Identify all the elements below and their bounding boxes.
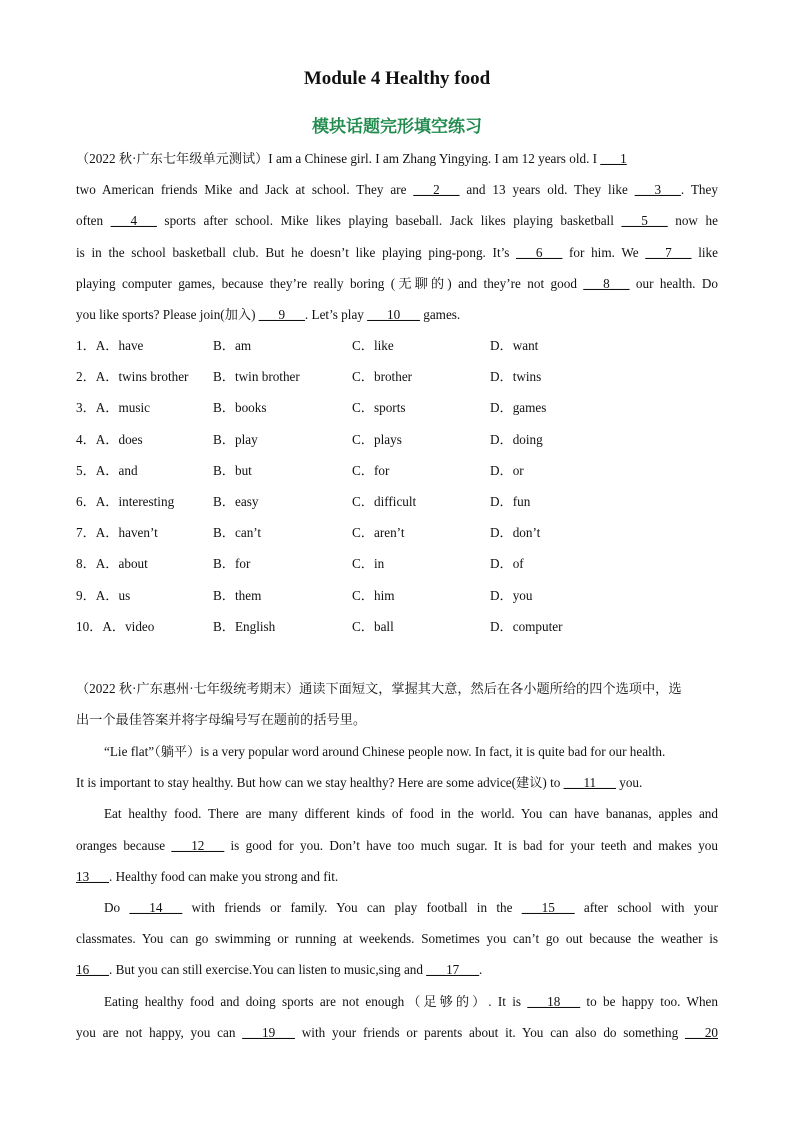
passage-line [76,960,718,980]
option-a[interactable] [76,461,138,481]
option-a-text: A．about [95,556,148,572]
blank: ___10___ [367,307,420,322]
blank: ___20 [685,1024,718,1040]
passage-line [76,243,718,263]
passage-text: and 13 years old. They like [459,182,635,198]
passage-text: our health. Do [629,275,718,291]
option-a[interactable] [76,492,174,512]
passage-line [104,898,718,918]
passage-text: with friends or family. You can play football in the [182,900,522,915]
passage-text: sports after school. Mike likes playing baseball. Jack likes playing basketball [156,213,622,229]
question-number: 7． [76,525,96,541]
passage-text: Eating healthy food and doing sports are not enough（足够的）. It is [104,993,528,1009]
option-c[interactable]: C．aren’t [352,525,405,541]
blank: ___8___ [583,275,630,291]
passage-text: for him. We [562,244,646,260]
page-title: Module 4 Healthy food [303,68,491,89]
question-row [76,554,718,574]
blank: ___1 [600,151,627,166]
page-subtitle: 模块话题完形填空练习 [312,117,482,137]
option-a[interactable] [76,554,148,574]
passage-text: you like sports? Please join(加入) [76,307,259,322]
passage-text: playing computer games, because they’re really boring (无聊的) and they’re not good [76,275,584,291]
passage-line [104,804,718,824]
option-a[interactable] [76,398,150,418]
option-b[interactable]: B．easy [213,494,259,509]
passage-text: Do [104,900,130,915]
blank: ___15___ [521,900,575,915]
blank: ___11___ [563,775,616,791]
question-number: 8． [76,556,96,572]
passage-text: often [76,213,111,229]
option-a[interactable] [76,367,188,387]
option-d[interactable]: D．don’t [490,525,541,541]
option-c[interactable]: C．difficult [352,494,417,509]
passage-text: now he [667,213,718,229]
blank: 16___ [76,962,109,978]
option-d[interactable]: D．doing [490,431,543,447]
option-a[interactable] [76,617,154,637]
question-number: 10． [76,618,103,634]
passage-text: two American friends Mike and Jack at school. They are [76,182,414,198]
passage-text: is in the school basketball club. But he doesn’t like playing ping-pong. It’s [76,244,517,260]
option-c[interactable]: C．plays [352,431,402,447]
option-c[interactable]: C．him [352,587,395,603]
option-c[interactable]: C．like [352,338,394,353]
option-b[interactable]: B．books [213,400,267,416]
option-b[interactable]: B．for [213,556,251,572]
option-a-text: A．haven’t [95,525,158,541]
passage-line [76,867,718,887]
question-number: 9． [76,587,96,603]
passage-text: like [691,244,718,260]
blank: ___7___ [645,244,692,260]
option-d[interactable]: D．games [490,400,547,416]
option-a-text: A．does [95,431,143,447]
option-a[interactable] [76,523,158,543]
option-d[interactable]: D．twins [490,369,542,385]
option-a-text: A．twins brother [95,369,189,385]
passage-line [76,773,718,793]
blank: 13___ [76,868,109,884]
passage-line [104,992,718,1012]
question-row [76,336,718,356]
passage-line [76,149,718,169]
passage-2-intro-line-2: 出一个最佳答案并将字母编号写在题前的括号里。 [76,712,367,727]
question-row [76,461,718,481]
passage-text: . They [680,182,718,198]
blank: ___14___ [129,900,183,915]
passage-text: after school with your [574,900,719,915]
option-d[interactable]: D．or [490,462,524,478]
option-c[interactable]: C．sports [352,400,406,416]
passage-text: classmates. You can go swimming or running at weekends. Sometimes you can’t go out because the weather is [76,931,718,947]
passage-text: “Lie flat”（躺平）is a very popular word around Chinese people now. In fact, it is quite bad for our health. [104,744,666,759]
passage-text: you are not happy, you can [76,1024,243,1040]
option-d[interactable]: D．computer [490,618,563,634]
question-row [76,523,718,543]
option-a[interactable] [76,336,143,356]
passage-line [76,305,718,325]
passage-text: . Healthy food can make you strong and fit. [108,868,339,884]
passage-2-intro-line-1: （2022 秋·广东惠州·七年级统考期末）通读下面短文，掌握其大意，然后在各小题所给的四个选项中，选 [76,681,682,696]
blank: ___12___ [171,837,225,853]
question-row [76,430,718,450]
option-b[interactable]: B．am [213,338,252,353]
blank: ___9___ [258,307,305,322]
option-b[interactable]: B．play [213,431,258,447]
passage-text: to be happy too. When [580,993,718,1009]
question-row [76,586,718,606]
passage-line [104,742,718,762]
option-a-text: A．music [95,400,150,416]
option-a-text: A．video [102,618,155,634]
question-number: 1． [76,338,96,353]
option-d[interactable]: D．of [490,556,524,572]
question-row [76,367,718,387]
blank: ___19___ [242,1024,295,1040]
passage-text: with your friends or parents about it. You can also do something [294,1024,686,1040]
question-number: 3． [76,400,96,416]
question-row [76,398,718,418]
passage-text: . But you can still exercise.You can listen to music,sing and [108,962,427,978]
option-c[interactable]: C．in [352,556,385,572]
question-number: 2． [76,369,96,385]
passage-text: oranges because [76,837,172,853]
passage-line [76,180,718,200]
blank: ___3___ [634,182,681,198]
option-a[interactable] [76,586,130,606]
passage-line [76,274,718,294]
question-row [76,617,718,637]
option-a-text: A．and [95,462,138,478]
option-c[interactable]: C．ball [352,618,394,634]
question-number: 4． [76,431,96,447]
option-d[interactable]: D．fun [490,494,531,509]
passage-text: （2022 秋·广东七年级单元测试）I am a Chinese girl. I am Zhang Yingying. I am 12 years old. I [76,151,601,166]
passage-line [76,929,718,949]
option-a-text: A．have [95,338,144,353]
question-number: 6． [76,494,96,509]
passage-line [76,836,718,856]
option-b[interactable]: B．but [213,462,252,478]
passage-text: Eat healthy food. There are many different kinds of food in the world. You can have bananas, apples and [104,806,718,822]
passage-text: you. [615,775,643,791]
question-row [76,492,718,512]
option-d[interactable]: D．you [490,587,533,603]
blank: ___6___ [516,244,563,260]
option-d[interactable]: D．want [490,338,539,353]
passage-line [76,211,718,231]
option-a-text: A．us [95,587,131,603]
passage-line [76,1023,718,1043]
option-c[interactable]: C．for [352,462,390,478]
blank: ___17___ [426,962,480,978]
option-a[interactable] [76,430,143,450]
option-a-text: A．interesting [95,494,175,509]
option-b[interactable]: B．English [213,618,276,634]
passage-text: It is important to stay healthy. But how can we stay healthy? Here are some advice(建议) to [76,775,564,791]
option-b[interactable]: B．them [213,587,262,603]
passage-text: . [479,962,483,978]
passage-text: . Let’s play [304,307,368,322]
option-b[interactable]: B．can’t [213,525,262,541]
passage-text: is good for you. Don’t have too much sugar. It is bad for your teeth and makes you [224,837,718,853]
option-c[interactable]: C．brother [352,369,413,385]
question-number: 5． [76,462,96,478]
blank: ___18___ [527,993,581,1009]
blank: ___2___ [413,182,460,198]
blank: ___4___ [110,213,157,229]
blank: ___5___ [621,213,668,229]
passage-text: games. [419,307,461,322]
option-b[interactable]: B．twin brother [213,369,300,385]
